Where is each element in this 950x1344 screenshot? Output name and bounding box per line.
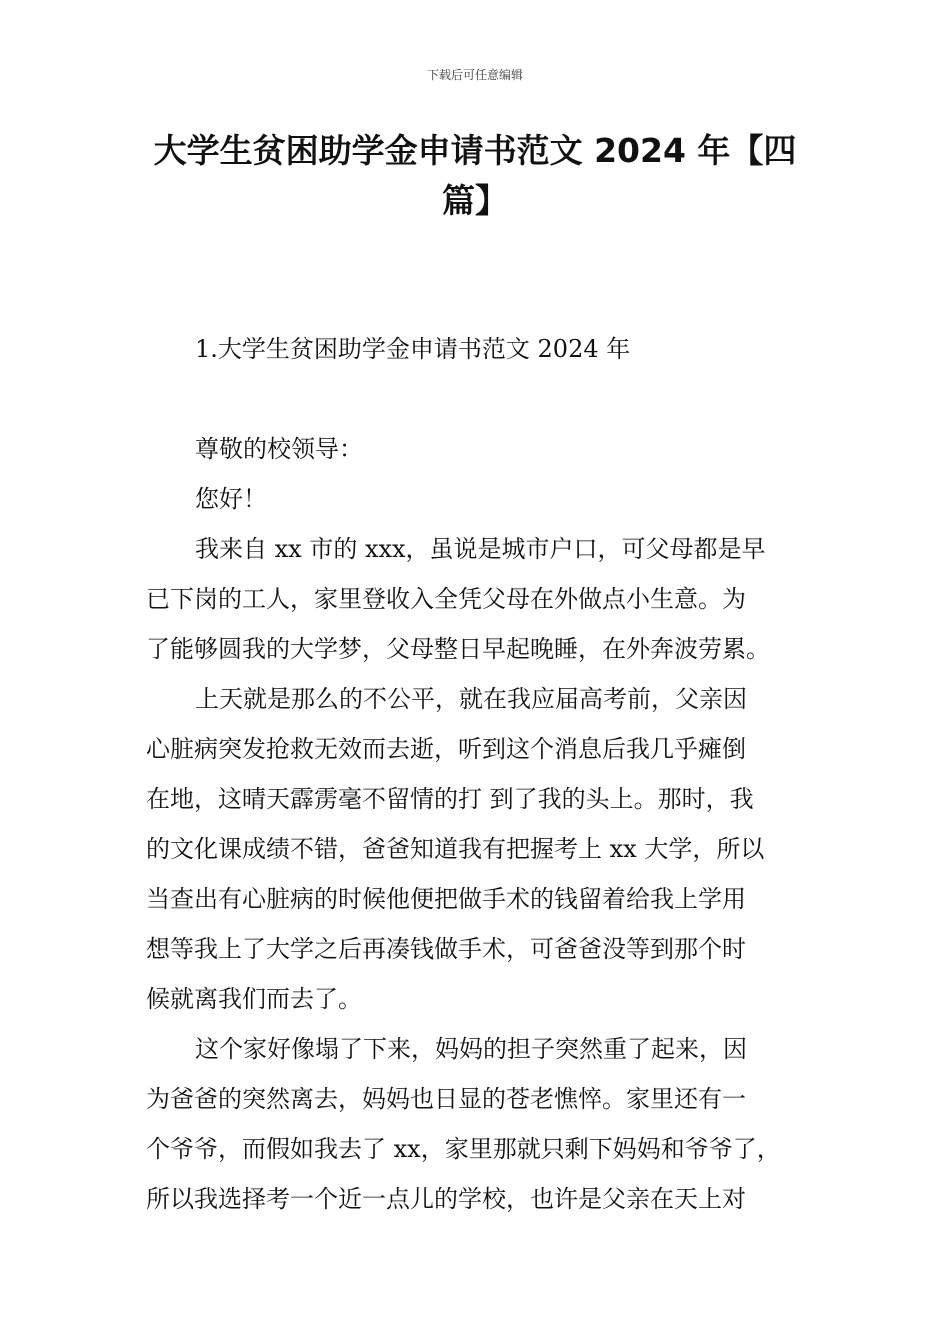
paragraph-line: 了能够圆我的大学梦，父母整日早起晚睡，在外奔波劳累。 (146, 635, 770, 663)
paragraph-line: 个爷爷，而假如我去了 xx，家里那就只剩下妈妈和爷爷了， (146, 1135, 781, 1163)
paragraph-line: 在地，这晴天霹雳毫不留情的打 到了我的头上。那时，我 (146, 785, 754, 813)
paragraph-line: 当查出有心脏病的时候他便把做手术的钱留着给我上学用 (146, 885, 746, 913)
section-heading: 1.大学生贫困助学金申请书范文 2024 年 (195, 335, 631, 363)
paragraph-line: 这个家好像塌了下来，妈妈的担子突然重了起来，因 (195, 1035, 747, 1063)
paragraph-line: 我来自 xx 市的 xxx，虽说是城市户口，可父母都是早 (195, 535, 766, 563)
paragraph-line: 想等我上了大学之后再凑钱做手术，可爸爸没等到那个时 (146, 935, 746, 963)
header-note: 下载后可任意编辑 (426, 68, 523, 82)
paragraph-line: 的文化课成绩不错，爸爸知道我有把握考上 xx 大学，所以 (146, 835, 765, 863)
paragraph-line: 上天就是那么的不公平，就在我应届高考前，父亲因 (195, 685, 747, 713)
paragraph-1 (146, 524, 826, 674)
paragraph-line: 为爸爸的突然离去，妈妈也日显的苍老憔悴。家里还有一 (146, 1085, 746, 1113)
salutation: 尊敬的校领导： (195, 435, 363, 463)
document-title (140, 126, 810, 226)
title-line-2: 篇】 (442, 181, 508, 220)
paragraph-line: 候就离我们而去了。 (146, 985, 362, 1013)
paragraph-line: 心脏病突发抢救无效而去逝，听到这个消息后我几乎瘫倒 (146, 735, 746, 763)
greeting: 您好！ (195, 485, 267, 513)
paragraph-line: 已下岗的工人，家里登收入全凭父母在外做点小生意。为 (146, 585, 746, 613)
paragraph-2 (146, 674, 826, 1024)
title-line-1: 大学生贫困助学金申请书范文 2024 年【四 (153, 131, 797, 170)
paragraph-line: 所以我选择考一个近一点儿的学校，也许是父亲在天上对 (146, 1185, 746, 1213)
paragraph-3 (146, 1024, 826, 1224)
